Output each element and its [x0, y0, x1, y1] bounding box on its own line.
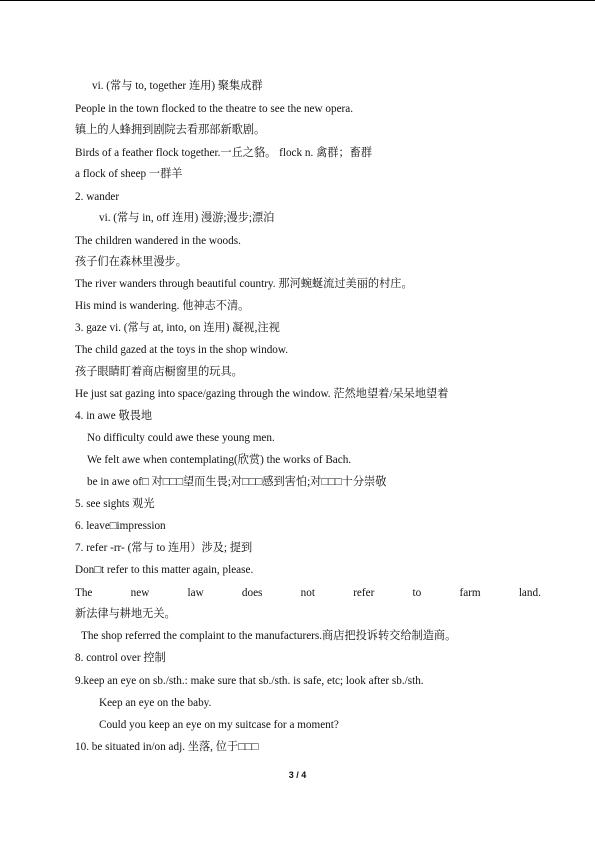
text-line: 镇上的人蜂拥到剧院去看那部新歌剧。 [75, 124, 266, 136]
page-number: 3 / 4 [288, 770, 307, 780]
text-line: The children wandered in the woods. [75, 235, 241, 247]
section-heading: 2. wander [75, 191, 120, 203]
text-line: Could you keep an eye on my suitcase for a moment? [99, 719, 339, 731]
section-heading: 7. refer -rr- (常与 to 连用）涉及; 提到 [75, 542, 253, 554]
text-line: Keep an eye on the baby. [99, 697, 212, 709]
section-heading: 8. control over 控制 [75, 652, 166, 664]
section-heading: 3. gaze vi. (常与 at, into, on 连用) 凝视,注视 [75, 322, 280, 334]
text-line: He just sat gazing into space/gazing through the window. 茫然地望着/呆呆地望着 [75, 388, 449, 400]
section-heading: 4. in awe 敬畏地 [75, 410, 153, 422]
text-line: vi. (常与 in, off 连用) 漫游;漫步;漂泊 [99, 212, 275, 224]
text-line: We felt awe when contemplating(欣赏) the works of Bach. [87, 454, 352, 466]
justified-word: The [75, 587, 93, 599]
text-line: The river wanders through beautiful country. 那河蜿蜒流过美丽的村庄。 [75, 278, 413, 290]
text-line: 孩子眼睛盯着商店橱窗里的玩具。 [75, 366, 243, 378]
justified-word: new [130, 587, 150, 599]
justified-word: not [300, 587, 315, 599]
text-line: a flock of sheep 一群羊 [75, 168, 183, 180]
section-heading: 9.keep an eye on sb./sth.: make sure that sb./sth. is safe, etc; look after sb./sth. [75, 675, 424, 687]
text-line: Don□t refer to this matter again, please. [75, 564, 254, 576]
justified-line [75, 586, 541, 600]
justified-word: land. [518, 587, 541, 599]
justified-word: law [187, 587, 204, 599]
text-line: be in awe of□ 对□□□望而生畏;对□□□感到害怕;对□□□十分崇敬 [87, 476, 387, 488]
section-heading: 6. leave□impression [75, 520, 166, 532]
justified-word: farm [459, 587, 481, 599]
text-line: vi. (常与 to, together 连用) 聚集成群 [92, 80, 263, 92]
section-heading: 10. be situated in/on adj. 坐落, 位于□□□ [75, 741, 259, 753]
justified-word: to [412, 587, 422, 599]
text-line: The shop referred the complaint to the manufacturers.商店把投诉转交给制造商。 [81, 630, 457, 642]
text-line: People in the town flocked to the theatre to see the new opera. [75, 103, 354, 115]
section-heading: 5. see sights 观光 [75, 498, 155, 510]
text-line: His mind is wandering. 他神志不清。 [75, 300, 250, 312]
text-line: The child gazed at the toys in the shop window. [75, 344, 289, 356]
text-line: Birds of a feather flock together.一丘之貉。 flock n. 禽群；畜群 [75, 147, 373, 159]
justified-word: refer [353, 587, 375, 599]
text-line: 新法律与耕地无关。 [75, 608, 176, 620]
text-line: 孩子们在森林里漫步。 [75, 256, 187, 268]
top-rule [0, 0, 595, 1]
justified-word: does [241, 587, 263, 599]
text-line: No difficulty could awe these young men. [87, 432, 275, 444]
